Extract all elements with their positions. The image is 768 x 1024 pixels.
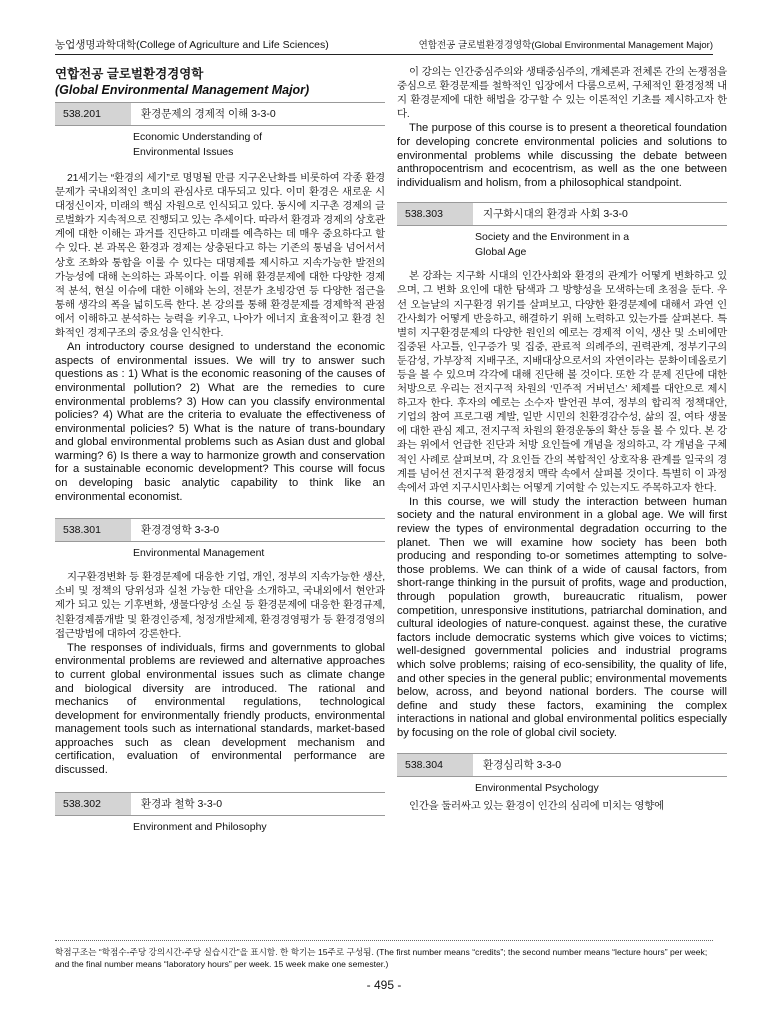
page-number: - 495 - [366,978,402,992]
course-name-en-line2: Global Age [475,246,527,259]
course-name-en [55,546,385,561]
course-desc-ko: 인간을 둘러싸고 있는 환경이 인간의 심리에 미치는 영향에 [409,800,664,812]
footnote-rule [55,940,713,941]
course-code: 538.303 [397,203,473,225]
dept-title-ko: 연합전공 글로벌환경경영학 [55,67,204,81]
course-header-538-201 [55,102,385,126]
course-name-en-line1: Environmental Psychology [475,781,599,794]
course-desc-ko: 이 강의는 인간중심주의와 생태중심주의, 개체론과 전체론 간의 논쟁점을 중심으로 환경문제를 철학적인 입장에서 다룸으로써, 구체적인 환경정책 내지 환경문제에 대한 해법을 강구할 수 있는 이론적인 기초를 제시하고자 한다. [397,67,727,121]
course-name-en-line1: Economic Understanding of [133,131,262,143]
course-name-en [397,781,727,796]
left-column [55,60,385,845]
header-rule [55,54,713,55]
course-desc-en: The purpose of this course is to present a theoretical foundation for developing concrete environmental policies and solutions to environmental problems while discussing the debate between anthropocentrism and ecocentrism, as well as the one between individualism and holism, from a philosophical standpoint. [397,122,727,189]
course-code: 538.301 [55,519,131,541]
course-header-538-301 [55,518,385,542]
course-name-en [55,820,385,835]
footnote: 학점구조는 “학점수-주당 강의시간-주당 실습시간”을 표시함. 한 학기는 15주로 구성됨. (The first number means “credits”; the second number means “lecture hours” per week; and the final number means “laboratory hours” per week. 15 week make one semester.) [55,947,708,969]
dept-title-en: (Global Environmental Management Major) [55,83,310,97]
course-name-en-line1: Environment and Philosophy [133,820,267,833]
course-header-538-304 [397,753,727,777]
course-desc-ko: 지구환경변화 등 환경문제에 대응한 기업, 개인, 정부의 지속가능한 생산, 소비 및 정책의 당위성과 실천 가능한 대안을 소개하고, 국내외에서 현안과제가 되고 있는 기후변화, 생물다양성 소실 등 환경문제에 대응한 환경규제, 친환경제품개발 및 환경인증제, 청정개발체제, 환경경영평가 등 환경경영의 접근방법에 대하여 강론한다. [55,572,385,640]
course-code: 538.302 [55,793,131,815]
running-header-left: 농업생명과학대학(College of Agriculture and Life Sciences) [55,39,329,51]
course-name-en [397,230,727,260]
course-desc-en: In this course, we will study the interaction between human society and the natural environment in a global age. We will first review the types of environmental degradation occurring to the planet. Then we will examine how society has been both producing and responding to-or sometimes attempting to solve- those problems. We can think of a wide of causal factors, from short-range thinking in the pursuit of profits, wage and production, through population growth, bureaucratic ritualism, power competition, unresponsive institutions, patriarchal domination, and cultural ideologies of nature-conquest. against these, the curative factors include democratic systems which give voices to victims; well-designed governmental policies and industrial programs which solve problems; raising of eco-sensibility, the quality of life, and other species in the general public; environmental movements below, across, and beyond national borders. The course will define and study these factors, examining the complex interactions in national and global environmental politics especially by focusing on the role of global civil society. [397,495,727,739]
course-name-ko: 환경과 철학 3-3-0 [141,797,223,810]
course-name-ko: 환경문제의 경제적 이해 3-3-0 [141,108,276,120]
course-name-ko: 환경경영학 3-3-0 [141,524,220,537]
course-desc-ko: 21세기는 “환경의 세기”로 명명될 만큼 지구온난화를 비롯하여 각종 환경문제가 국내외적인 초미의 관심사로 대두되고 있다. 이미 환경은 새로운 시대정신이자, 미래의 핵심 자원으로 인식되고 있다. 동시에 지구촌 경제의 글로벌화가 지속적으로 진행되고 있는 추세이다. 따라서 환경과 경제의 상호관계에 대한 이해는 과거를 진단하고 미래를 예측하는 데 매우 중요하다고 할 수 있다. 본 과목은 환경과 경제는 상충된다고 하는 기존의 통념을 넘어서서 상호 조화와 통합을 이룰 수 있다는 대명제를 제시하고 지속가능한 발전의 가능성에 대해 논의하는 과목이다. 이를 위해 환경문제에 대한 다양한 경제적 분석, 현실 이슈에 대한 이해와 논의, 전문가 초빙강연 등 다양한 접근을 통해 생각의 폭을 넓히도록 한다. 본 강의를 통해 환경문제를 경제학적 관점에서 이해하고 분석하는 능력을 키우고, 나아가 에너지 효율적이고 환경 친화적인 경제구조의 중요성을 인식한다. [55,173,385,340]
course-name-en [55,130,385,160]
course-desc-en: The responses of individuals, firms and governments to global environmental problems are reviewed and alternative approaches to current global environmental issues such as climate change and biological diversity are introduced. The rational and mechanics of environmental regulations, technological development for environmentally friendly products, environmental management tools such as international standards, market-based approaches such as clean development mechanism and certification, evaluation of environmental performance are discussed. [55,641,385,777]
course-header-538-303 [397,202,727,226]
course-name-ko: 지구화시대의 환경과 사회 3-3-0 [483,208,628,221]
course-name-en-line2: Environmental Issues [133,146,234,158]
course-name-en-line1: Society and the Environment in a [475,231,630,244]
right-column [397,66,727,814]
course-name-ko: 환경심리학 3-3-0 [483,758,562,771]
course-desc-en: An introductory course designed to understand the economic aspects of environmental issues. We will try to answer such questions as : 1) What is the economic reasoning of the causes of environmental pollution? 2) What are the remedies to cure environmental problems? 3) How can you classify environmental policies? 4) What are the criteria to evaluate the effectiveness of environmental policies? 5) What is the nature of trans-boundary and global environmental problems such as Asian dust and global warming? 6) Is there a way to harmonize growth and conservation for a sustainable economic development? This course will focus on developing basic analytic capability to think like an environmental economist. [55,341,385,503]
course-desc-ko: 본 강좌는 지구화 시대의 인간사회와 환경의 관계가 어떻게 변화하고 있으며, 그 변화 요인에 대한 탐색과 그 방향성을 모색하는데 초점을 둔다. 우선 오늘날의 지구환경 위기를 살펴보고, 다양한 환경문제에 대해서 과연 인간사회가 어떻게 반응하고, 해결하기 위해 노력하고 있는가를 살펴본다. 특별히 지구환경문제의 다양한 원인의 예로는 경제적 이익, 생산 및 소비에만 집중된 사고틀, 인구증가 및 집중, 관료적 의례주의, 권력관계, 정부기구의 둔감성, 가부장적 지배구조, 지배대상으로서의 자연이라는 문화이데올로기 등을 볼 수 있으며 각각에 대해 진단해 볼 것이다. 또한 각 문제 진단에 대한 처방으로 우리는 전지구적 차원의 ‘민주적 거버넌스’ 체제를 대안으로 제시하고자 한다. 후자의 예로는 소수자 발언권 부여, 정부의 합리적 정책대안, 기업의 참여 프로그램 계발, 일반 시민의 친환경감수성, 삶의 질, 여타 생물에 대한 관심 제고, 전지구적 차원의 환경운동의 확산 등을 볼 수 있다. 본 강좌는 위에서 언급한 진단과 처방 요인들에 개념을 정의하고, 각 개념을 구체적인 사례로 살펴보며, 각 요인들 간의 복합적인 상호작용 관계를 일국의 경계를 넘어선 전지구적 환경정치 맥락 속에서 살펴볼 것이다. 특별히 이 과정 속에서 과연 지구시민사회는 어떻게 기여할 수 있는지도 주목하고자 한다. [397,271,727,494]
running-header-right: 연합전공 글로벌환경경영학(Global Environmental Management Major) [418,40,713,51]
course-code: 538.201 [55,103,131,125]
course-name-en-line1: Environmental Management [133,547,265,560]
course-code: 538.304 [397,754,473,776]
course-header-538-302 [55,792,385,816]
